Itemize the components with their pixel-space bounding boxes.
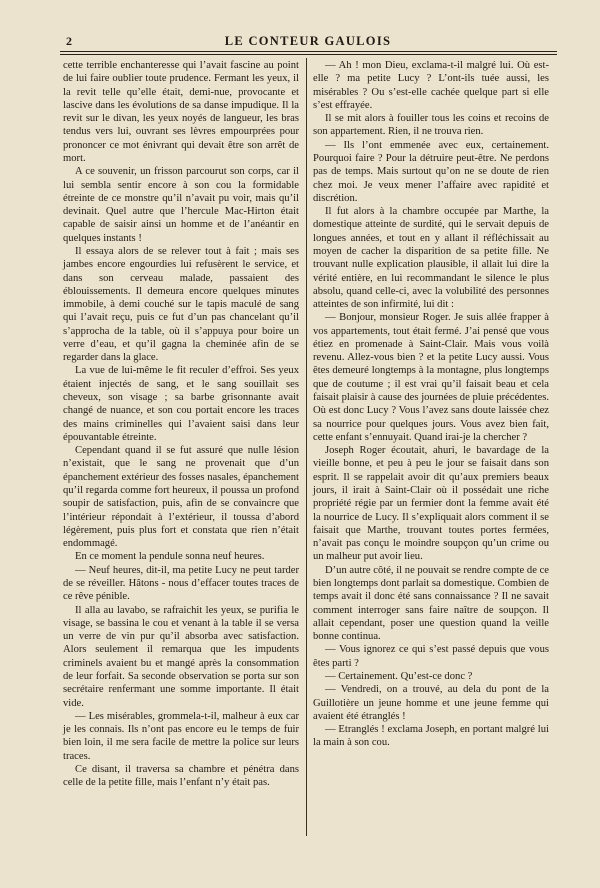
page-number: 2 (66, 34, 72, 48)
right-column (313, 59, 549, 750)
paragraph: — Certainement. Qu’est-ce donc ? (325, 670, 473, 682)
paragraph: — Vendredi, on a trouvé, au dela du pont de la Guillotière un jeune homme et une jeune femme qui avaient été étranglés ! (313, 684, 549, 722)
left-column (63, 59, 299, 789)
paragraph: Il fut alors à la chambre occupée par Marthe, la domestique atteinte de surdité, qui le servait depuis de longues années, et tout en y allant il réfléchissait au moyen de cacher la disparition de sa petite fille. Ne trouvant nulle explication plausible, il allait lui dire la vérité entière, en lui recommandant le silence le plus absolu, quand celle-ci, avec la volubilité des personnes atteintes de son infirmité, lui dit : (313, 206, 549, 311)
paragraph: A ce souvenir, un frisson parcourut son corps, car il lui sembla sentir encore à son cou la formidable étreinte de ce monstre qu’il n’avait pu voir, mais qu’il devinait. Quel autre que l’hercule Mac-Hirton était capable de saisir ainsi un homme et de l’anéantir en quelques instants ! (63, 166, 299, 244)
paragraph: — Bonjour, monsieur Roger. Je suis allée frapper à vos appartements, tout était fermé. J’ai pensé que vous étiez en promenade à Saint-Clair. Mais vous voilà revenu. Allez-vous bien ? et la petite Lucy aussi. Vous êtes demeuré longtemps à la montagne, plus longtemps que de coutume ; il est vrai qu’il faisait beau et cela faisait plaisir à cause des journées de pluie précédentes. Où est donc Lucy ? Vous l’avez sans doute laissée chez sa nourrice pour quelques jours. Vous avez bien fait, cette enfant s’ennuyait. Quand irai-je la chercher ? (313, 312, 549, 443)
paragraph: Ce disant, il traversa sa chambre et pénétra dans celle de la petite fille, mais l’enfant n’y était pas. (63, 763, 299, 789)
header-rule (60, 51, 557, 52)
paragraph: — Les misérables, grommela-t-il, malheur à eux car je les connais. Ils n’ont pas encore eu le temps de fuir bien loin, il me sera facile de mettre la police sur leurs traces. (63, 710, 299, 762)
paragraph: — Ils l’ont emmenée avec eux, certainement. Pourquoi faire ? Pour la détruire peut-être. Ne perdons pas de temps. Mais surtout qu’on ne se doute de rien chez moi. Je veux mener l’affaire avec rapidité et discrétion. (313, 139, 549, 204)
journal-title: LE CONTEUR GAULOIS (224, 34, 392, 48)
paragraph: — Vous ignorez ce qui s’est passé depuis que vous êtes parti ? (313, 644, 549, 669)
paragraph: Il alla au lavabo, se rafraichit les yeux, se purifia le visage, se bassina le cou et venant à la table il se versa un verre de vin pur qu’il absorba avec satisfaction. Alors seulement il remarqua que les impudents criminels avaient bu et mangé après la consommation de leur forfait. Sa seconde observation se porta sur son secrétaire renfermant une somme importante. Il était vide. (63, 604, 299, 709)
paragraph: cette terrible enchanteresse qui l’avait fascine au point de lui faire oublier toute prudence. Fermant les yeux, il la revit telle qu’elle était, demi-nue, provocante et lascive dans les évolutions de sa danse impudique. Il la revit sur le divan, les yeux noyés de langueur, les bras tendus vers lui, ouvrant ses lèvres empourprées pour prononcer ce mot énivrant qui devait être son arrêt de mort. (63, 60, 299, 164)
paragraph: Cependant quand il se fut assuré que nulle lésion n’existait, que le sang ne provenait que d’un épanchement extérieur des fosses nasales, épanchement qu’il regarda comme fort heureux, il poussa un profond soupir de satisfaction, puis, afin de se convaincre que l’intérieur répondait à l’extérieur, il toussa d’abord légèrement, puis plus fort et constata que rien n’était endommagé. (63, 445, 299, 550)
paragraph: Il se mit alors à fouiller tous les coins et recoins de son appartement. Rien, il ne trouva rien. (313, 113, 549, 138)
paragraph: La vue de lui-même le fit reculer d’effroi. Ses yeux étaient injectés de sang, et le sang souillait ses cheveux, son visage ; sa barbe grisonnante avait changé de nuance, et son cou portait encore les traces des mains criminelles qui l’avaient saisi dans leur épouvantable étreinte. (63, 365, 299, 443)
header-rule-thin (60, 54, 557, 55)
paragraph: — Etranglés ! exclama Joseph, en portant malgré lui la main à son cou. (313, 724, 549, 749)
paragraph: Joseph Roger écoutait, ahuri, le bavardage de la vieille bonne, et peu à peu le jour se faisait dans son esprit. Il se rappelait avoir dit qu’aux premiers beaux jours, il irait à Saint-Clair où il possédait une riche propriété régie par un fermier dont la femme avait été la nourrice de Lucy. Il s’expliquait alors comment il se faisait que Marthe, trouvant toutes portes fermées, n’avait pas conçu le moindre soupçon qu’un crime ou un malheur put avoir lieu. (313, 445, 549, 563)
page-header (58, 30, 558, 50)
paragraph: — Neuf heures, dit-il, ma petite Lucy ne peut tarder de se réveiller. Hâtons - nous d’effacer toutes traces de ce rêve pénible. (63, 564, 299, 603)
paragraph: D’un autre côté, il ne pouvait se rendre compte de ce bien longtemps dont parlait sa domestique. Combien de temps avait il donc été sans connaissance ? Il ne savait comment interroger sans faire naître de soupçon. Il allait cependant, poser une question quand la veille bonne continua. (313, 564, 549, 643)
paragraph: Il essaya alors de se relever tout à fait ; mais ses jambes encore engourdies lui refusèrent le service, et dans son cerveau malade, passaient des éblouissements. Il demeura encore quelques minutes immobile, à demi couché sur le tapis maculé de sang qui l’avait reçu, puis ce fut d’un pas chancelant qu’il s’approcha de la table, où il s’appuya pour boire un verre d’eau, et qu’il gagna la cheminée afin de se regarder dans la glace. (63, 245, 299, 364)
column-divider (306, 58, 307, 836)
paragraph: — Ah ! mon Dieu, exclama-t-il malgré lui. Où est-elle ? ma petite Lucy ? L’ont-ils tuée aussi, les misérables ? Ou s’est-elle cachée quelque part si elle s’est effrayée. (313, 60, 549, 111)
paragraph: En ce moment la pendule sonna neuf heures. (75, 551, 265, 563)
